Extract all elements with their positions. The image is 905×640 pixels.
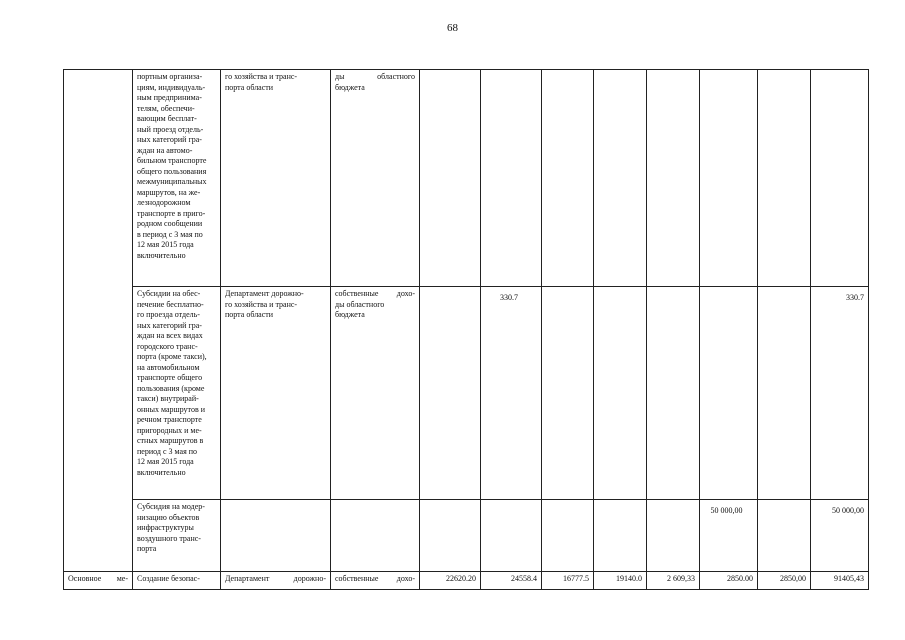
funding-source-cell: собственные дохо- xyxy=(331,572,420,590)
executor-cell xyxy=(221,500,331,572)
table-row xyxy=(64,287,869,500)
value-cell xyxy=(542,70,594,287)
value-cell xyxy=(420,287,481,500)
measure-name-cell: портным организа- циям, индивидуаль- ным предпринима- телям, обеспечи- вающим бесплат- ный проезд отдель- ных категорий гра- ждан на автомо- бильном транспорте общего пользования межмуниципальных маршрутов, на же- лезнодорожном транспорте в приго- родном сообщении в период с 3 мая по 12 мая 2015 года включительно xyxy=(133,70,221,287)
value-cell xyxy=(481,500,542,572)
value-cell xyxy=(758,500,811,572)
value-cell xyxy=(420,70,481,287)
value-cell: 19140.0 xyxy=(594,572,647,590)
value-cell xyxy=(594,500,647,572)
value-cell: 2850,00 xyxy=(758,572,811,590)
value-cell: 2850.00 xyxy=(700,572,758,590)
value-cell xyxy=(647,70,700,287)
measure-cell xyxy=(64,70,133,572)
table-row xyxy=(64,70,869,287)
measure-name-cell: Создание безопас- xyxy=(133,572,221,590)
value-cell xyxy=(700,287,758,500)
table-row xyxy=(64,572,869,590)
value-cell: 16777.5 xyxy=(542,572,594,590)
executor-cell: Департамент дорожно- xyxy=(221,572,331,590)
measure-name-cell: Субсидия на модер- низацию объектов инфраструктуры воздушного транс- порта xyxy=(133,500,221,572)
value-cell xyxy=(700,70,758,287)
measure-name-cell: Субсидии на обес- печение бесплатно- го проезда отдель- ных категорий гра- ждан на всех видах городского транс- порта (кроме такси), на автомобильном транспорте общего пользования (кроме такси) внутрирай- онных маршрутов и речном транспорте пригородных и ме- стных маршрутов в период с 3 мая по 12 мая 2015 года включительно xyxy=(133,287,221,500)
funding-source-cell xyxy=(331,500,420,572)
value-cell xyxy=(758,70,811,287)
budget-table xyxy=(63,69,869,590)
value-cell xyxy=(811,70,869,287)
value-cell xyxy=(758,287,811,500)
value-cell: 24558.4 xyxy=(481,572,542,590)
executor-cell: го хозяйства и транс- порта области xyxy=(221,70,331,287)
value-cell: 2 609,33 xyxy=(647,572,700,590)
measure-cell: Основное ме- xyxy=(64,572,133,590)
value-cell xyxy=(481,70,542,287)
page-number: 68 xyxy=(447,22,458,34)
value-cell xyxy=(542,287,594,500)
value-cell: 50 000,00 xyxy=(811,500,869,572)
executor-cell: Департамент дорожно- го хозяйства и транс- порта области xyxy=(221,287,331,500)
value-cell xyxy=(647,500,700,572)
value-cell xyxy=(594,70,647,287)
value-cell xyxy=(594,287,647,500)
table-row xyxy=(64,500,869,572)
value-cell: 91405,43 xyxy=(811,572,869,590)
value-cell: 22620.20 xyxy=(420,572,481,590)
value-cell: 330.7 xyxy=(811,287,869,500)
value-cell: 50 000,00 xyxy=(700,500,758,572)
value-cell: 330.7 xyxy=(481,287,542,500)
funding-source-cell: ды областного бюджета xyxy=(331,70,420,287)
funding-source-cell: собственные дохо- ды областного бюджета xyxy=(331,287,420,500)
value-cell xyxy=(647,287,700,500)
value-cell xyxy=(420,500,481,572)
value-cell xyxy=(542,500,594,572)
